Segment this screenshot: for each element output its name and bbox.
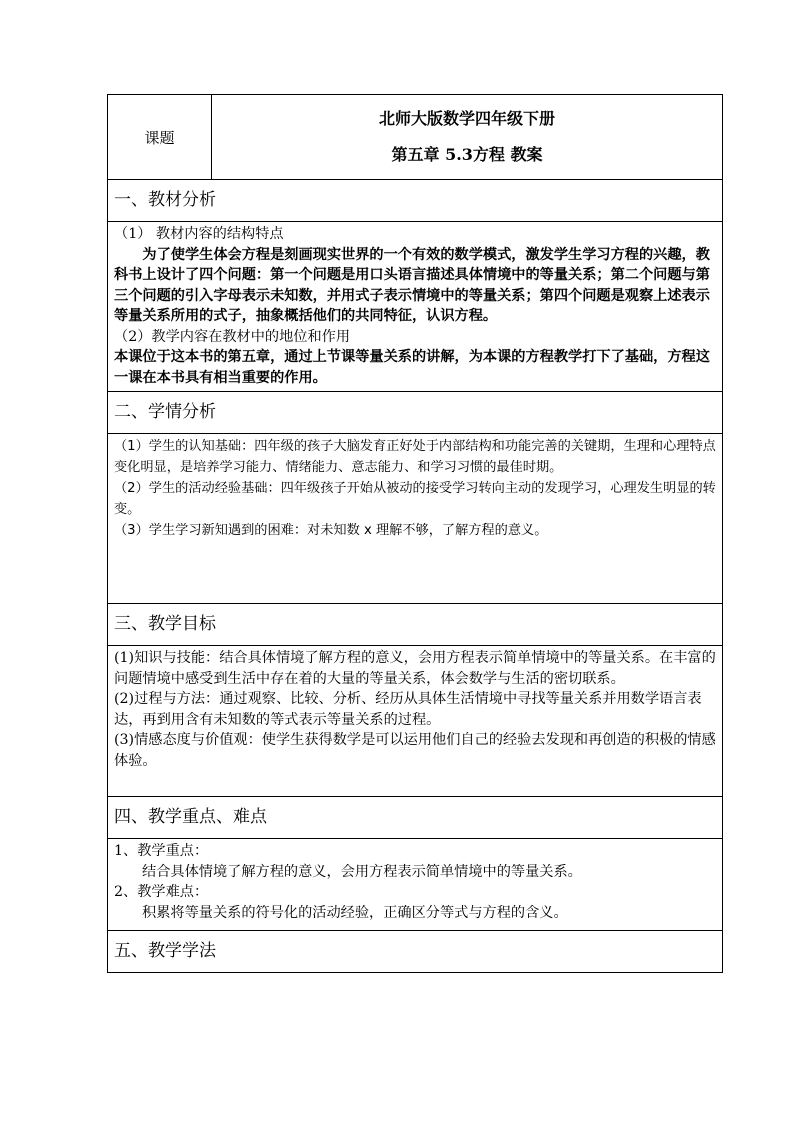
section-heading: 四、教学重点、难点: [108, 797, 723, 839]
subheading: （1） 教材内容的结构特点: [114, 226, 284, 242]
subheading: （2）教学内容在教材中的地位和作用: [114, 328, 351, 345]
section-heading: 三、教学目标: [108, 604, 723, 646]
title-line-1: 北师大版数学四年级下册: [378, 109, 555, 128]
paragraph: 本课位于这本书的第五章，通过上节课等量关系的讲解，为本课的方程教学打下了基础，方程这一课在本书具有相当重要的作用。: [114, 349, 710, 386]
section-1-heading-row: [108, 180, 723, 222]
list-item: （1）学生的认知基础：四年级的孩子大脑发育正好处于内部结构和功能完善的关键期，生理和心理特点变化明显，是培养学习能力、情绪能力、意志能力、和学习习惯的最佳时期。: [114, 439, 716, 475]
topic-label: 课题: [108, 95, 212, 180]
section-4-body-row: [108, 839, 723, 931]
section-heading: 二、学情分析: [108, 392, 723, 434]
section-4-heading-row: [108, 797, 723, 839]
key-point-label: 1、教学重点：: [114, 843, 209, 859]
header-row: [108, 95, 723, 180]
lesson-plan-table: [107, 94, 723, 973]
section-body: [108, 222, 723, 392]
section-body: [108, 646, 723, 797]
list-item: （2）学生的活动经验基础：四年级孩子开始从被动的接受学习转向主动的发现学习，心理发生明显的转变。: [114, 481, 716, 517]
section-3-heading-row: [108, 604, 723, 646]
list-item: (1)知识与技能：结合具体情境了解方程的意义，会用方程表示简单情境中的等量关系。在丰富的问题情境中感受到生活中存在着的大量的等量关系，体会数学与生活的密切联系。: [114, 650, 716, 687]
section-body: [108, 434, 723, 604]
list-item: （3）学生学习新知遇到的困难：对未知数 x 理解不够，了解方程的意义。: [114, 523, 548, 538]
key-point-text: 结合具体情境了解方程的意义，会用方程表示简单情境中的等量关系。: [142, 863, 582, 880]
section-3-body-row: [108, 646, 723, 797]
title-line-2: 第五章 5.3方程 教案: [391, 145, 543, 164]
section-heading: 五、教学学法: [108, 931, 723, 973]
title-cell: [212, 95, 723, 180]
lesson-plan-page: [107, 94, 723, 973]
section-5-heading-row: [108, 931, 723, 973]
list-item: (3)情感态度与价值观：使学生获得数学是可以运用他们自己的经验去发现和再创造的积极的情感体验。: [114, 732, 716, 769]
section-heading: 一、教材分析: [108, 180, 723, 222]
section-2-body-row: [108, 434, 723, 604]
paragraph: 为了使学生体会方程是刻画现实世界的一个有效的数学模式，激发学生学习方程的兴趣，教科书上设计了四个问题：第一个问题是用口头语言描述具体情境中的等量关系；第二个问题与第三个问题的引入字母表示未知数，并用式子表示情境中的等量关系；第四个问题是观察上述表示等量关系所用的式子，抽象概括他们的共同特征，认识方程。: [114, 246, 710, 324]
difficulty-label: 2、教学难点：: [114, 884, 209, 900]
list-item: (2)过程与方法：通过观察、比较、分析、经历从具体生活情境中寻找等量关系并用数学语言表达，再到用含有未知数的等式表示等量关系的过程。: [114, 691, 702, 728]
section-1-body-row: [108, 222, 723, 392]
section-body: [108, 839, 723, 931]
difficulty-text: 积累将等量关系的符号化的活动经验，正确区分等式与方程的含义。: [142, 904, 568, 921]
section-2-heading-row: [108, 392, 723, 434]
